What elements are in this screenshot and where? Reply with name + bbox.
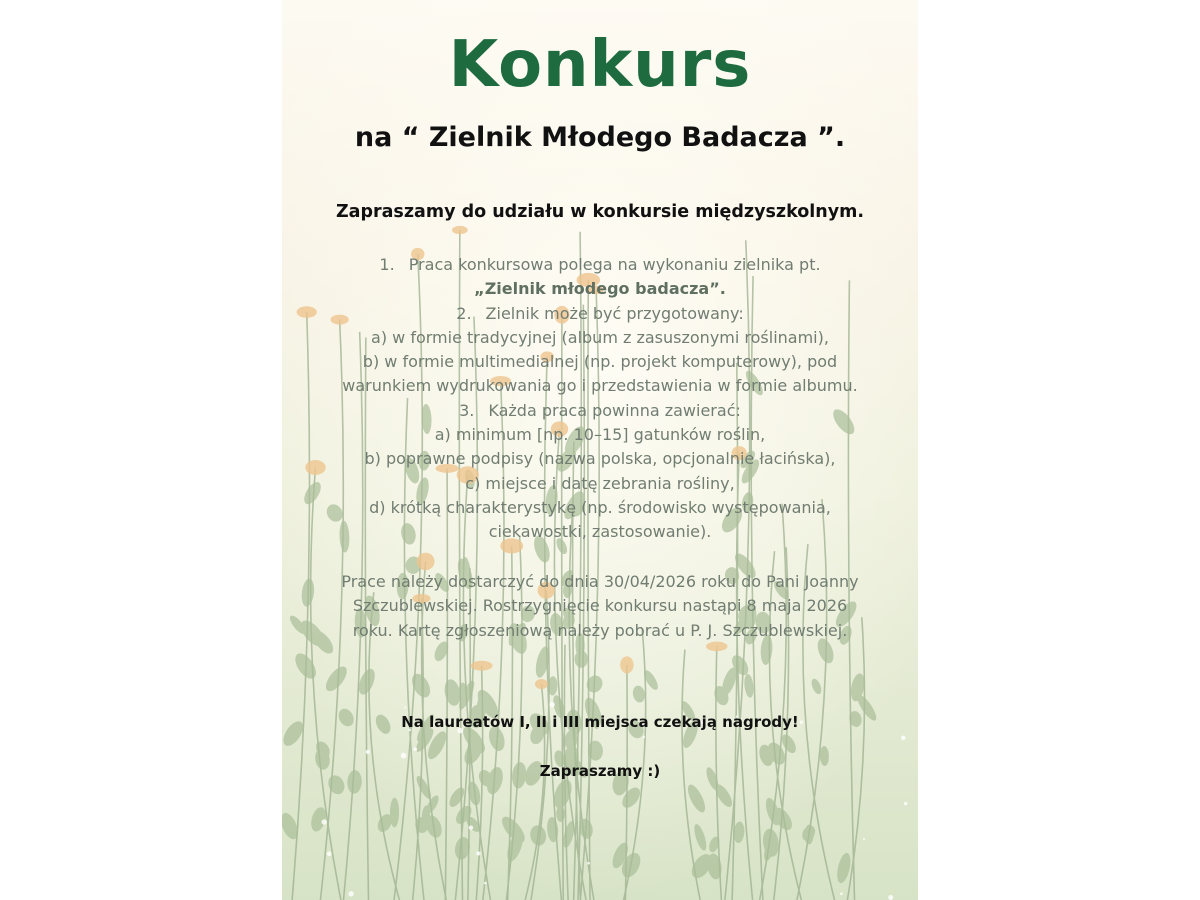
- rule-1-text: Praca konkursowa polega na wykonaniu zielnika pt.: [408, 255, 821, 274]
- rule-2-subitem-a: a) w formie tradycyjnej (album z zasuszonymi roślinami),: [371, 327, 829, 347]
- deadline-paragraph: Prace należy dostarczyć do dnia 30/04/2026 roku do Pani Joanny Szczublewskiej. Rostrzygnięcie konkursu nastąpi 8 maja 2026 roku. Kartę zgłoszeniową należy pobrać u P. J. Szczublewskiej.: [341, 572, 859, 640]
- poster-content: [282, 0, 918, 900]
- rule-1: [342, 253, 858, 302]
- rule-3-subitem-c: c) miejsce i datę zebrania rośliny,: [465, 473, 735, 493]
- rule-3-subitem-a: a) minimum [np. 10–15] gatunków roślin,: [434, 425, 766, 445]
- rule-3-subitem-d: d) krótką charakterystykę (np. środowisko występowania, ciekawostki, zastosowanie).: [369, 497, 831, 542]
- rule-3: [342, 399, 858, 423]
- rule-1-number: 1.: [379, 255, 395, 274]
- rule-3-text: Każda praca powinna zawierać:: [488, 400, 741, 420]
- rule-3-subitem-b: b) poprawne podpisy (nazwa polska, opcjonalnie łacińska),: [364, 449, 836, 469]
- rule-2: [342, 302, 858, 326]
- invitation-line: Zapraszamy do udziału w konkursie międzyszkolnym.: [335, 202, 865, 222]
- rule-2-text: Zielnik może być przygotowany:: [485, 303, 744, 323]
- poster-subtitle: na “ Zielnik Młodego Badacza ”.: [354, 122, 846, 153]
- rule-3-number: 3.: [459, 400, 475, 420]
- closing-line: Zapraszamy :): [539, 762, 661, 780]
- prizes-line: Na laureatów I, II i III miejsca czekają nagrody!: [401, 713, 799, 731]
- rule-2-subitem-b: b) w formie multimedialnej (np. projekt komputerowy), pod warunkiem wydrukowania go i przedstawienia w formie albumu.: [342, 352, 858, 396]
- rule-1-title: „Zielnik młodego badacza”.: [474, 279, 726, 299]
- rule-2-number: 2.: [456, 303, 472, 323]
- rules-list: [342, 253, 858, 545]
- poster-title: Konkurs: [448, 28, 752, 102]
- poster: [282, 0, 918, 900]
